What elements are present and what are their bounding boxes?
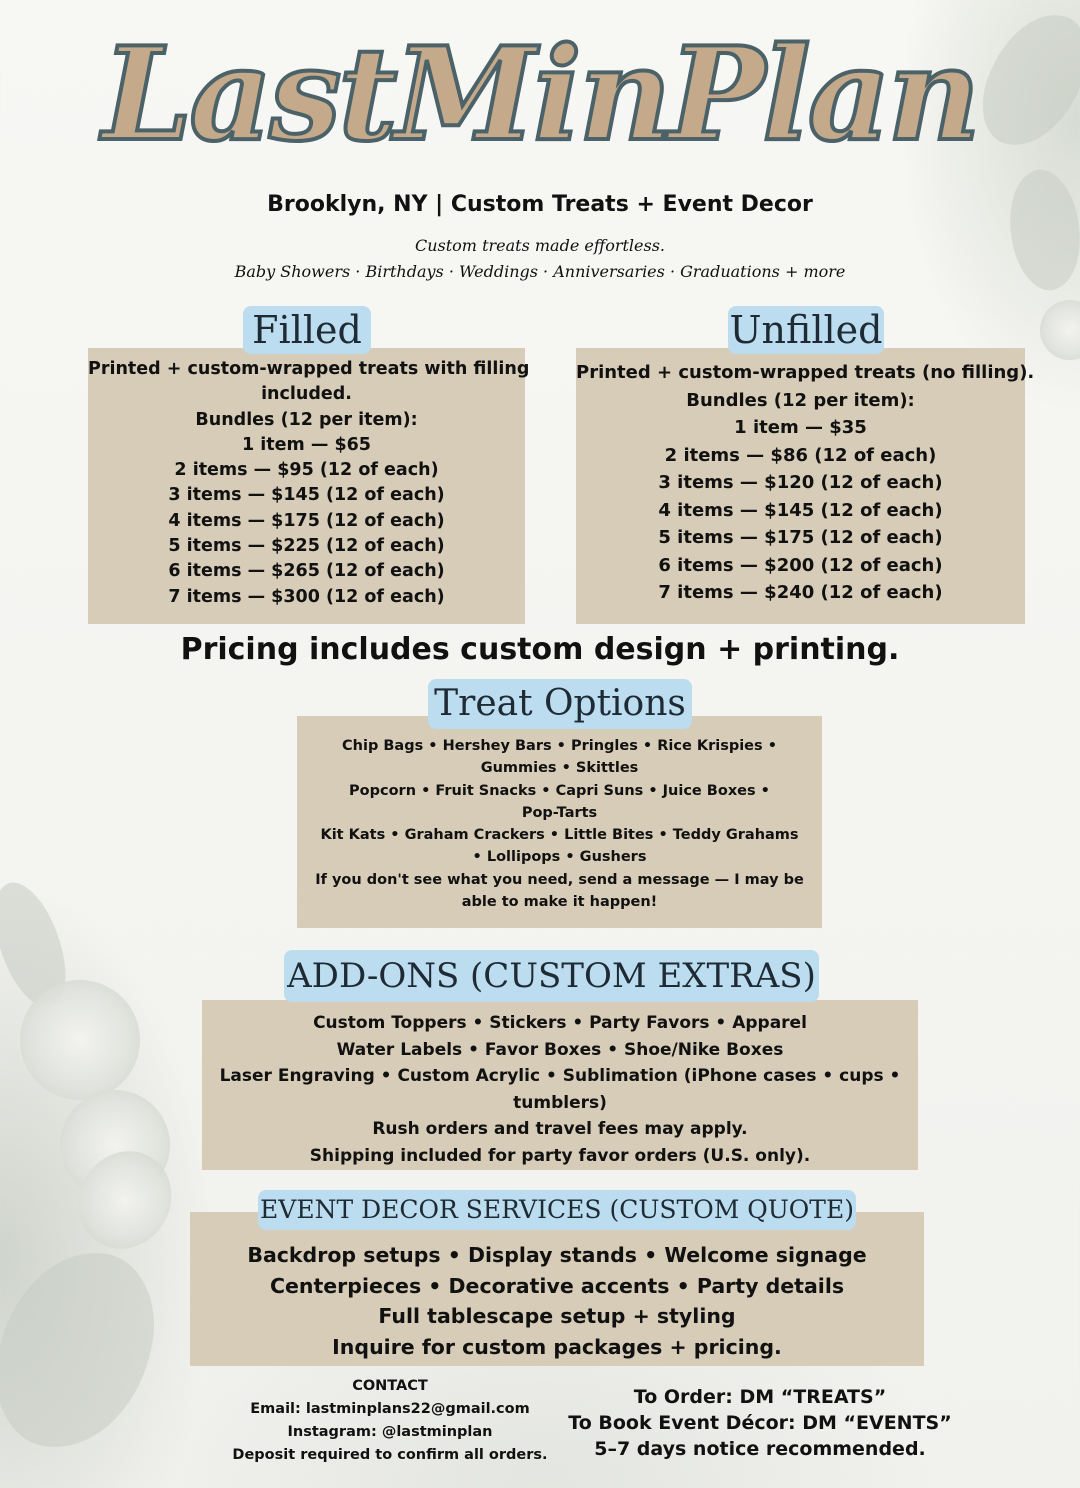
treat-options-list (297, 735, 822, 913)
filled-line: 3 items — $145 (12 of each) (168, 485, 445, 506)
unfilled-line: 6 items — $200 (12 of each) (658, 554, 943, 576)
addons-list (202, 1010, 918, 1169)
treat-option-line: If you don't see what you need, send a message — I may be (315, 871, 804, 888)
treat-option-line: Popcorn • Fruit Snacks • Capri Suns • Juice Boxes • (349, 782, 770, 799)
filled-price-list (88, 357, 530, 610)
brand-logo: LastMinPlan (102, 20, 978, 170)
addon-line: tumblers) (513, 1092, 607, 1113)
unfilled-line: Printed + custom-wrapped treats (no filling). (576, 362, 1035, 383)
order-notice: 5–7 days notice recommended. (594, 1438, 926, 1460)
unfilled-line: 4 items — $145 (12 of each) (658, 499, 943, 521)
filled-line: 7 items — $300 (12 of each) (168, 586, 445, 607)
decorative-leaf (0, 1238, 166, 1461)
decorative-flower (1040, 300, 1080, 360)
unfilled-line: 1 item — $35 (734, 417, 867, 438)
event-decor-list (190, 1240, 924, 1362)
decorative-flower (20, 980, 140, 1100)
filled-line: included. (261, 384, 352, 405)
tagline: Custom treats made effortless. (414, 236, 665, 255)
events-line: Baby Showers · Birthdays · Weddings · Anniversaries · Graduations + more (234, 262, 846, 281)
contact-deposit: Deposit required to confirm all orders. (232, 1447, 548, 1463)
contact-heading: CONTACT (352, 1378, 428, 1394)
ordering-block (560, 1384, 960, 1462)
filled-line: Bundles (12 per item): (195, 409, 418, 430)
treat-option-line: • Lollipops • Gushers (472, 849, 647, 866)
addon-line: Laser Engraving • Custom Acrylic • Sublimation (iPhone cases • cups • (219, 1066, 901, 1086)
event-decor-line: Full tablescape setup + styling (378, 1304, 736, 1329)
unfilled-line: 3 items — $120 (12 of each) (658, 472, 943, 493)
addons-title: ADD-ONS (CUSTOM EXTRAS) (284, 950, 819, 1002)
filled-line: 4 items — $175 (12 of each) (168, 510, 445, 531)
event-decor-title: EVENT DECOR SERVICES (CUSTOM QUOTE) (258, 1190, 856, 1230)
event-decor-line: Centerpieces • Decorative accents • Party details (269, 1273, 845, 1298)
event-decor-line: Backdrop setups • Display stands • Welcome signage (247, 1243, 867, 1267)
unfilled-price-list (576, 359, 1035, 607)
filled-line: 1 item — $65 (242, 434, 371, 455)
treat-options-title: Treat Options (428, 679, 692, 729)
order-treats: To Order: DM “TREATS” (633, 1386, 887, 1408)
filled-line: 5 items — $225 (12 of each) (168, 536, 445, 557)
addon-line: Shipping included for party favor orders (U.S. only). (309, 1145, 811, 1166)
filled-title: Filled (243, 306, 371, 354)
filled-line: 6 items — $265 (12 of each) (168, 561, 445, 582)
addon-line: Custom Toppers • Stickers • Party Favors • Apparel (313, 1013, 807, 1033)
addon-line: Rush orders and travel fees may apply. (372, 1119, 748, 1139)
treat-option-line: able to make it happen! (461, 894, 658, 911)
contact-block (230, 1375, 550, 1467)
unfilled-title: Unfilled (729, 308, 883, 352)
contact-email[interactable]: Email: lastminplans22@gmail.com (250, 1401, 530, 1417)
treat-option-line: Pop-Tarts (521, 804, 598, 821)
unfilled-line: 7 items — $240 (12 of each) (658, 582, 943, 603)
order-events: To Book Event Décor: DM “EVENTS” (568, 1412, 952, 1434)
unfilled-line: 2 items — $86 (12 of each) (664, 444, 937, 466)
event-decor-line: Inquire for custom packages + pricing. (332, 1334, 782, 1359)
filled-line: Printed + custom-wrapped treats with filling (88, 359, 530, 379)
filled-line: 2 items — $95 (12 of each) (174, 460, 439, 481)
treat-option-line: Gummies • Skittles (480, 760, 639, 777)
contact-instagram[interactable]: Instagram: @lastminplan (287, 1424, 493, 1440)
unfilled-line: Bundles (12 per item): (686, 389, 915, 411)
pricing-note: Pricing includes custom design + printing. (180, 632, 900, 667)
addon-line: Water Labels • Favor Boxes • Shoe/Nike Boxes (336, 1039, 784, 1060)
treat-option-line: Chip Bags • Hershey Bars • Pringles • Rice Krispies • (342, 738, 777, 754)
location-line: Brooklyn, NY | Custom Treats + Event Decor (267, 192, 813, 217)
treat-option-line: Kit Kats • Graham Crackers • Little Bites • Teddy Grahams (320, 827, 799, 844)
unfilled-line: 5 items — $175 (12 of each) (658, 527, 943, 548)
